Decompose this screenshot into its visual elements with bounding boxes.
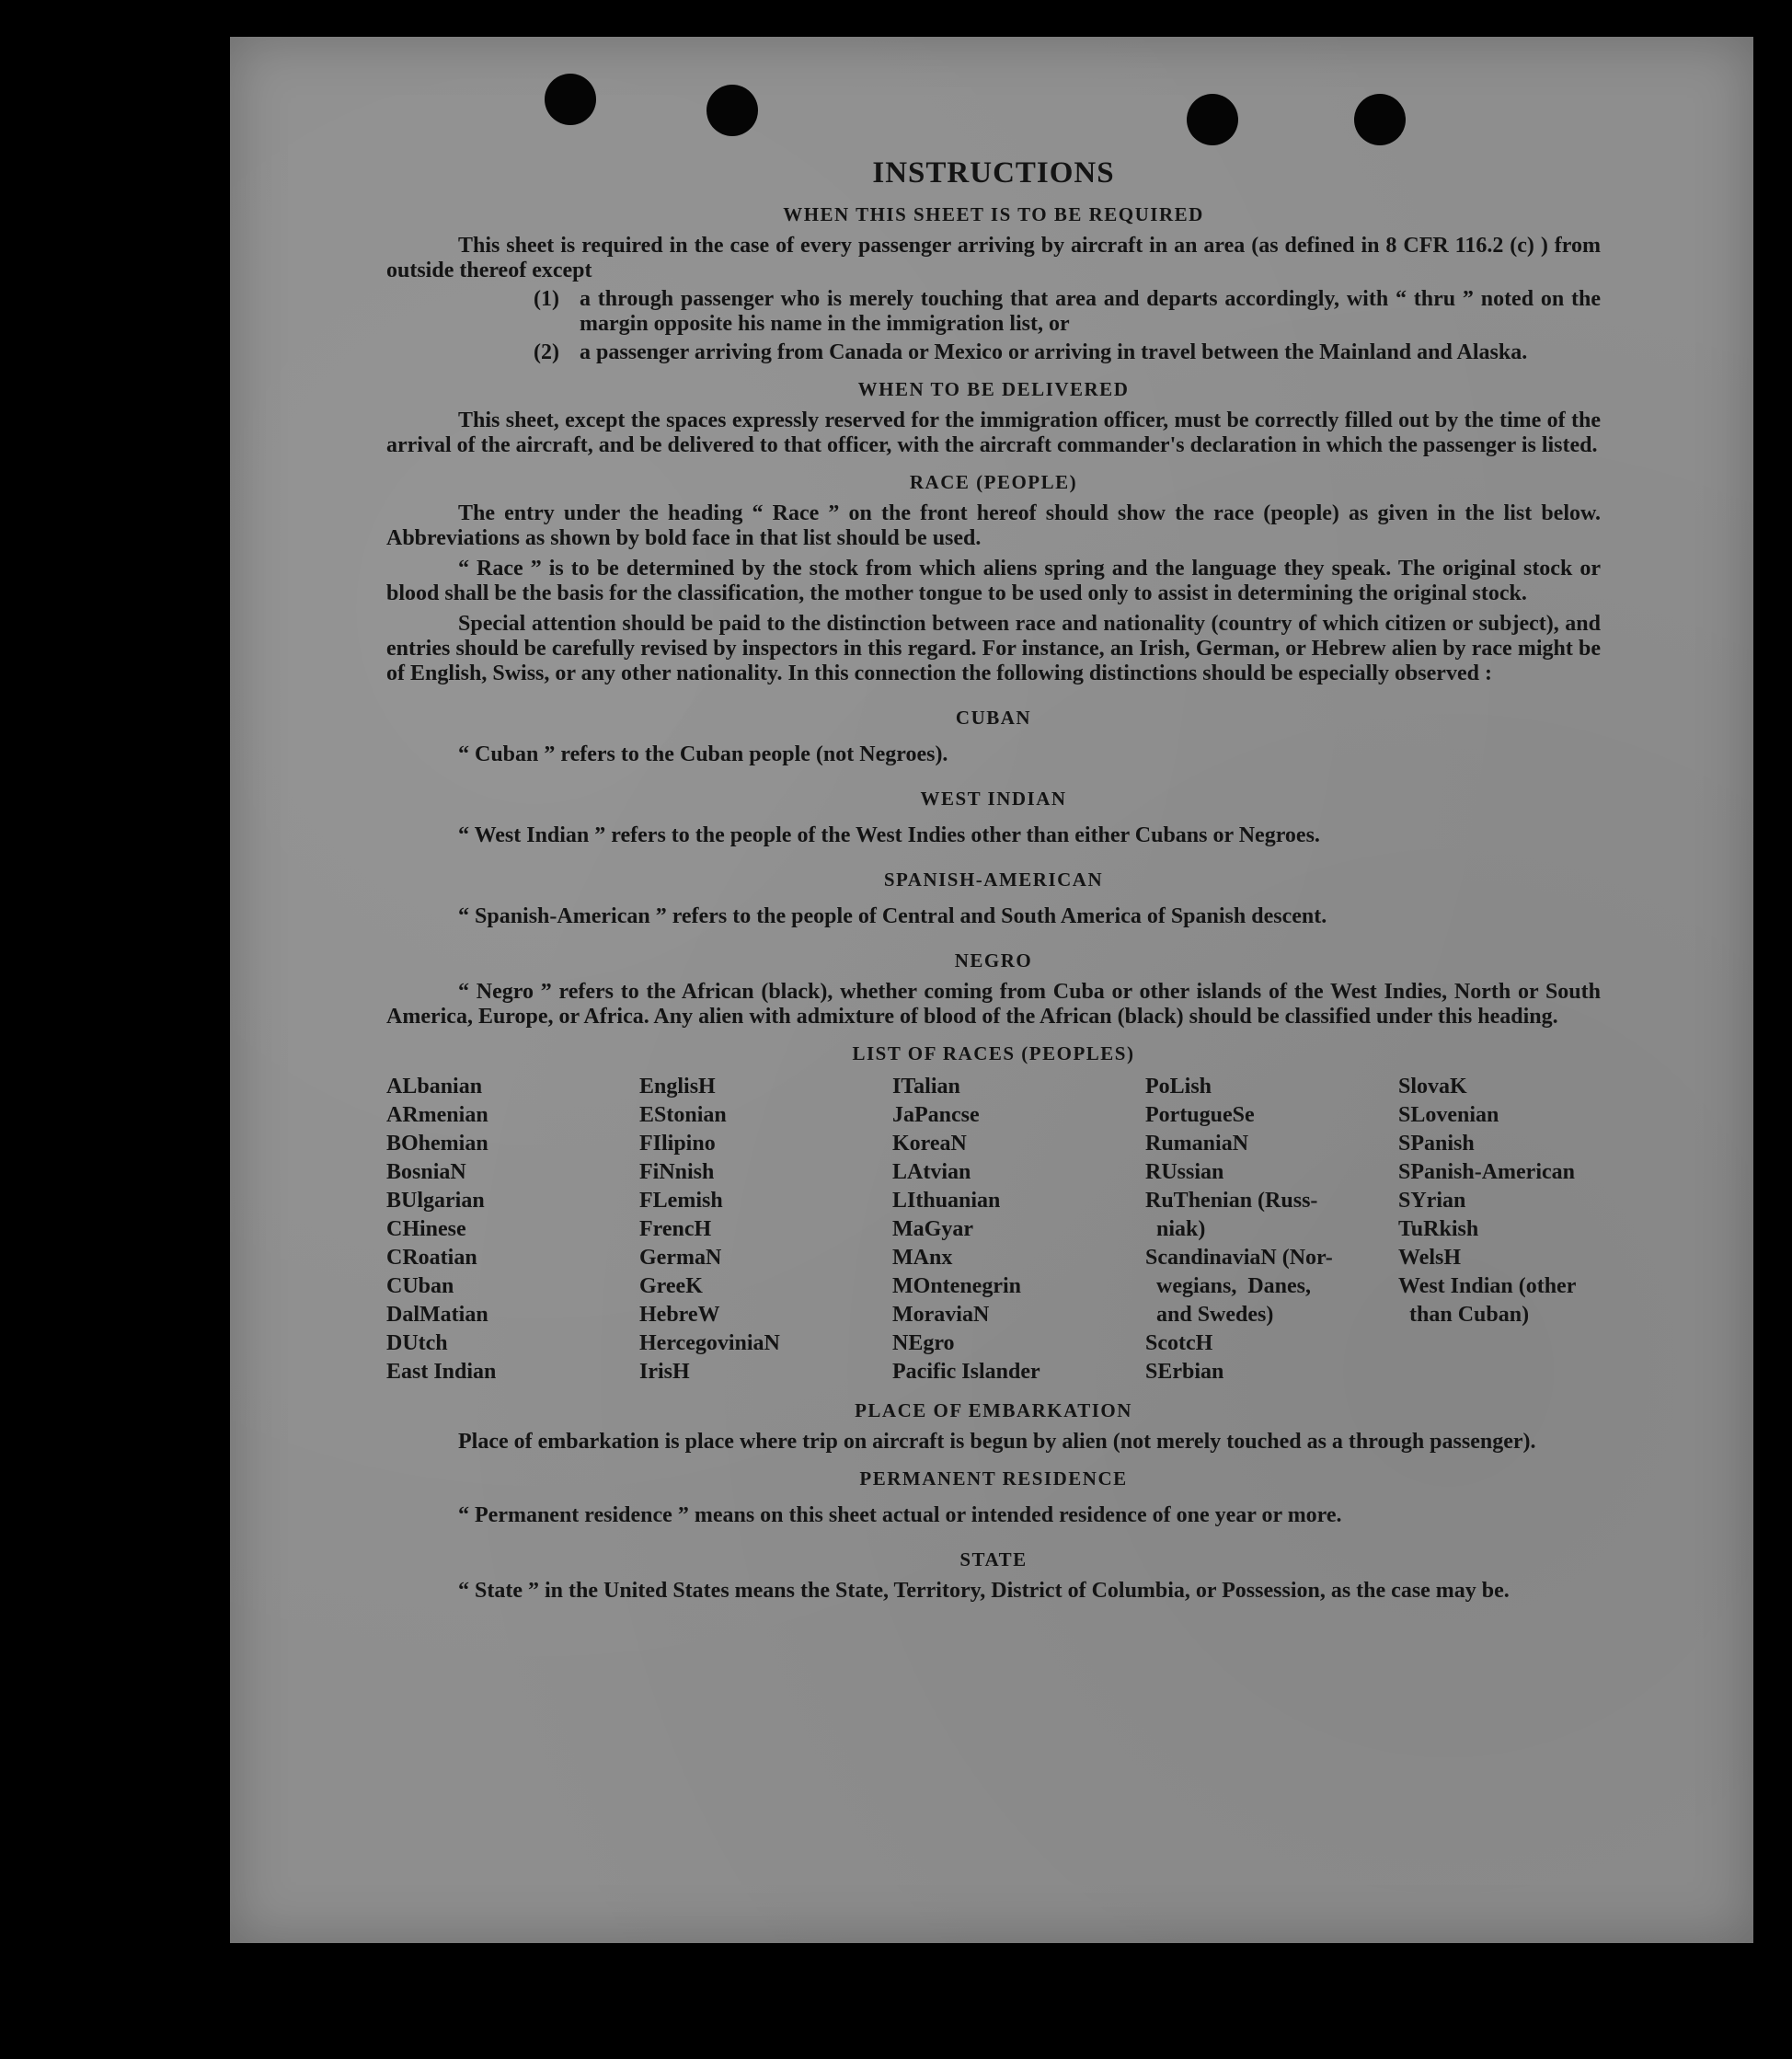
races-column-5 <box>1398 1073 1601 1386</box>
race-entry: SlovaK <box>1398 1075 1467 1099</box>
state-text: “ State ” in the United States means the State, Territory, District of Columbia, or Possession, as the case may be. <box>458 1579 1510 1603</box>
punch-hole-1 <box>545 74 596 125</box>
race-entry: HebreW <box>639 1303 720 1327</box>
race-entry: East Indian <box>386 1360 497 1384</box>
heading-spanish-american: SPANISH-AMERICAN <box>883 868 1104 891</box>
race-entry: RumaniaN <box>1145 1132 1249 1156</box>
race-entry: MaGyar <box>892 1217 973 1241</box>
race-entry: HercegoviniaN <box>639 1331 780 1355</box>
race-entry: SPanish <box>1398 1132 1475 1156</box>
race-entry: FiNnish <box>639 1160 715 1184</box>
exception-item-1 <box>534 287 1601 337</box>
race-entry: TuRkish <box>1398 1217 1479 1241</box>
race-entry: RuThenian (Russ- <box>1145 1189 1318 1213</box>
punch-hole-2 <box>706 85 758 136</box>
race-entry: BosniaN <box>386 1160 466 1184</box>
races-column-3 <box>892 1073 1145 1386</box>
race-entry: and Swedes) <box>1145 1303 1274 1327</box>
race-entry: DUtch <box>386 1331 448 1355</box>
punch-hole-3 <box>1187 94 1238 145</box>
heading-negro: NEGRO <box>954 949 1033 972</box>
race-entry: PoLish <box>1145 1075 1212 1099</box>
race-entry: niak) <box>1145 1217 1206 1241</box>
document-sheet <box>230 37 1753 1943</box>
race-paragraph-2: “ Race ” is to be determined by the stock from which aliens spring and the language they speak. The original stock or blood shall be the basis for the classification, the mother tongue to be used only to assist in determining the original stock. <box>386 557 1601 605</box>
race-paragraph-3: Special attention should be paid to the distinction between race and nationality (country of which citizen or subject), and entries should be carefully revised by inspectors in this regard. For instance, an Irish, German, or Hebrew alien by race might be of English, Swiss, or any other nationality. In this connection the following distinctions should be especially observed : <box>386 612 1601 685</box>
race-entry: LAtvian <box>892 1160 971 1184</box>
heading-list-of-races: LIST OF RACES (PEOPLES) <box>852 1042 1135 1064</box>
race-entry: ITalian <box>892 1075 960 1099</box>
race-entry: JaPancse <box>892 1103 980 1127</box>
page-title: INSTRUCTIONS <box>872 156 1115 190</box>
embarkation-text: Place of embarkation is place where trip on aircraft is begun by alien (not merely touched as a through passenger). <box>458 1430 1536 1454</box>
race-entry: NEgro <box>892 1331 955 1355</box>
heading-state: STATE <box>959 1548 1028 1570</box>
exception-item-2 <box>534 340 1601 365</box>
race-entry: RUssian <box>1145 1160 1224 1184</box>
race-entry: PortugueSe <box>1145 1103 1255 1127</box>
cuban-text: “ Cuban ” refers to the Cuban people (not Negroes). <box>458 742 948 766</box>
race-entry: West Indian (other <box>1398 1274 1577 1298</box>
race-entry: DalMatian <box>386 1303 488 1327</box>
race-entry: IrisH <box>639 1360 690 1384</box>
exception-text: a through passenger who is merely touching that area and departs accordingly, with “ thru ” noted on the margin opposite his name in the immigration list, or <box>580 287 1601 336</box>
exception-number: (1) <box>534 287 559 311</box>
race-entry: CRoatian <box>386 1246 477 1270</box>
race-entry: LIthuanian <box>892 1189 1001 1213</box>
race-entry: FIlipino <box>639 1132 716 1156</box>
race-entry: ScotcH <box>1145 1331 1213 1355</box>
race-entry: ScandinaviaN (Nor- <box>1145 1246 1333 1270</box>
heading-place-of-embarkation: PLACE OF EMBARKATION <box>855 1399 1132 1421</box>
exception-number: (2) <box>534 340 559 364</box>
race-entry: BUlgarian <box>386 1189 485 1213</box>
race-entry: ARmenian <box>386 1103 488 1127</box>
punch-hole-4 <box>1354 94 1406 145</box>
west-indian-text: “ West Indian ” refers to the people of the West Indies other than either Cubans or Negroes. <box>458 823 1320 847</box>
race-entry: than Cuban) <box>1398 1303 1530 1327</box>
race-entry: EStonian <box>639 1103 727 1127</box>
race-entry: SLovenian <box>1398 1103 1499 1127</box>
race-entry: SPanish-American <box>1398 1160 1575 1184</box>
race-entry: BOhemian <box>386 1132 488 1156</box>
race-entry: FLemish <box>639 1189 723 1213</box>
race-entry: CUban <box>386 1274 454 1298</box>
delivered-text: This sheet, except the spaces expressly reserved for the immigration officer, must be correctly filled out by the time of the arrival of the aircraft, and be delivered to that officer, with the aircraft commander's declaration in which the passenger is listed. <box>386 408 1601 457</box>
race-entry: GreeK <box>639 1274 703 1298</box>
instructions-content <box>386 156 1601 1604</box>
races-column-2 <box>639 1073 892 1386</box>
race-entry: FrencH <box>639 1217 712 1241</box>
heading-when-required: WHEN THIS SHEET IS TO BE REQUIRED <box>783 203 1204 225</box>
heading-cuban: CUBAN <box>955 707 1032 729</box>
race-entry: MAnx <box>892 1246 953 1270</box>
race-entry: SYrian <box>1398 1189 1466 1213</box>
race-entry: GermaN <box>639 1246 722 1270</box>
exception-text: a passenger arriving from Canada or Mexico or arriving in travel between the Mainland and Alaska. <box>580 340 1528 364</box>
race-entry: KoreaN <box>892 1132 967 1156</box>
race-entry: Pacific Islander <box>892 1360 1040 1384</box>
races-list <box>386 1073 1601 1386</box>
race-entry: MoraviaN <box>892 1303 990 1327</box>
race-entry: SErbian <box>1145 1360 1224 1384</box>
race-entry: EnglisH <box>639 1075 716 1099</box>
heading-permanent-residence: PERMANENT RESIDENCE <box>859 1467 1128 1490</box>
race-entry: WelsH <box>1398 1246 1462 1270</box>
required-intro: This sheet is required in the case of every passenger arriving by aircraft in an area (as defined in 8 CFR 116.2 (c) ) from outside thereof except <box>386 234 1601 282</box>
race-entry: CHinese <box>386 1217 466 1241</box>
races-column-1 <box>386 1073 639 1386</box>
heading-west-indian: WEST INDIAN <box>920 788 1067 810</box>
race-paragraph-1: The entry under the heading “ Race ” on the front hereof should show the race (people) as given in the list below. Abbreviations as shown by bold face in that list should be used. <box>386 501 1601 550</box>
heading-race: RACE (PEOPLE) <box>909 471 1078 493</box>
races-column-4 <box>1145 1073 1398 1386</box>
race-entry: ALbanian <box>386 1075 483 1099</box>
heading-when-delivered: WHEN TO BE DELIVERED <box>857 378 1130 400</box>
residence-text: “ Permanent residence ” means on this sheet actual or intended residence of one year or more. <box>458 1503 1342 1527</box>
spanish-american-text: “ Spanish-American ” refers to the people of Central and South America of Spanish descent. <box>458 904 1327 928</box>
race-entry: MOntenegrin <box>892 1274 1021 1298</box>
negro-text: “ Negro ” refers to the African (black), whether coming from Cuba or other islands of the West Indies, North or South America, Europe, or Africa. Any alien with admixture of blood of the African (black) should be classified under this heading. <box>386 980 1601 1029</box>
race-entry: wegians, Danes, <box>1145 1274 1312 1298</box>
